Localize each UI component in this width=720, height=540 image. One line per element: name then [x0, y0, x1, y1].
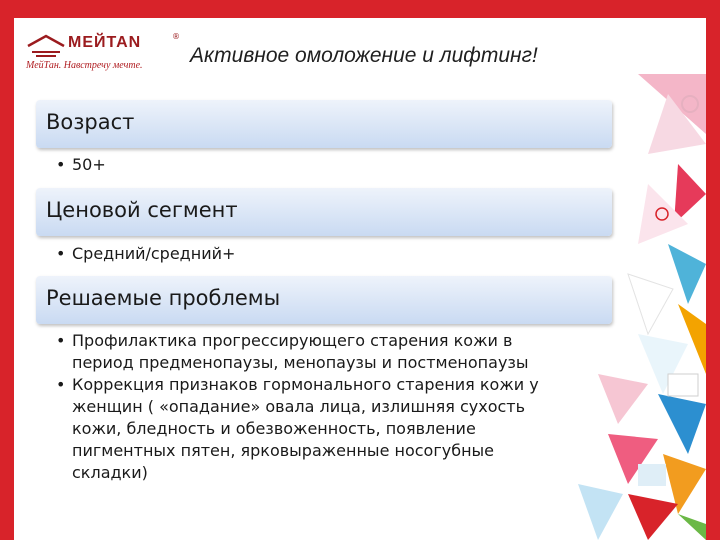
section-price-header	[36, 188, 612, 236]
slide	[14, 18, 706, 540]
logo-tagline: МейТан. Навстречу мечте.	[26, 60, 143, 71]
section-problems-header	[36, 276, 612, 324]
section-problems-list	[54, 330, 574, 484]
section-age-header	[36, 100, 612, 148]
section-heading: Возраст	[46, 110, 135, 134]
logo-registered-mark: ®	[172, 32, 180, 41]
section-age-list	[54, 154, 106, 176]
page-title: Активное омоложение и лифтинг!	[190, 44, 538, 67]
section-heading: Решаемые проблемы	[46, 286, 281, 310]
list-item: • 50+	[54, 154, 106, 176]
logo-wordmark: MEЙTAN	[68, 34, 142, 51]
list-item: • Профилактика прогрессирующего старения кожи в период предменопаузы, менопаузы и постменопаузы	[54, 330, 574, 374]
list-item: • Средний/средний+	[54, 243, 235, 265]
brand-logo	[24, 30, 184, 76]
section-price-list	[54, 243, 235, 265]
logo-mark-icon	[26, 32, 66, 58]
section-heading: Ценовой сегмент	[46, 198, 238, 222]
list-item: • Коррекция признаков гормонального старения кожи у женщин ( «опадание» овала лица, излишняя сухость кожи, бледность и обезвоженность, появление пигментных пятен, ярковыраженные носогубные складки)	[54, 374, 574, 484]
